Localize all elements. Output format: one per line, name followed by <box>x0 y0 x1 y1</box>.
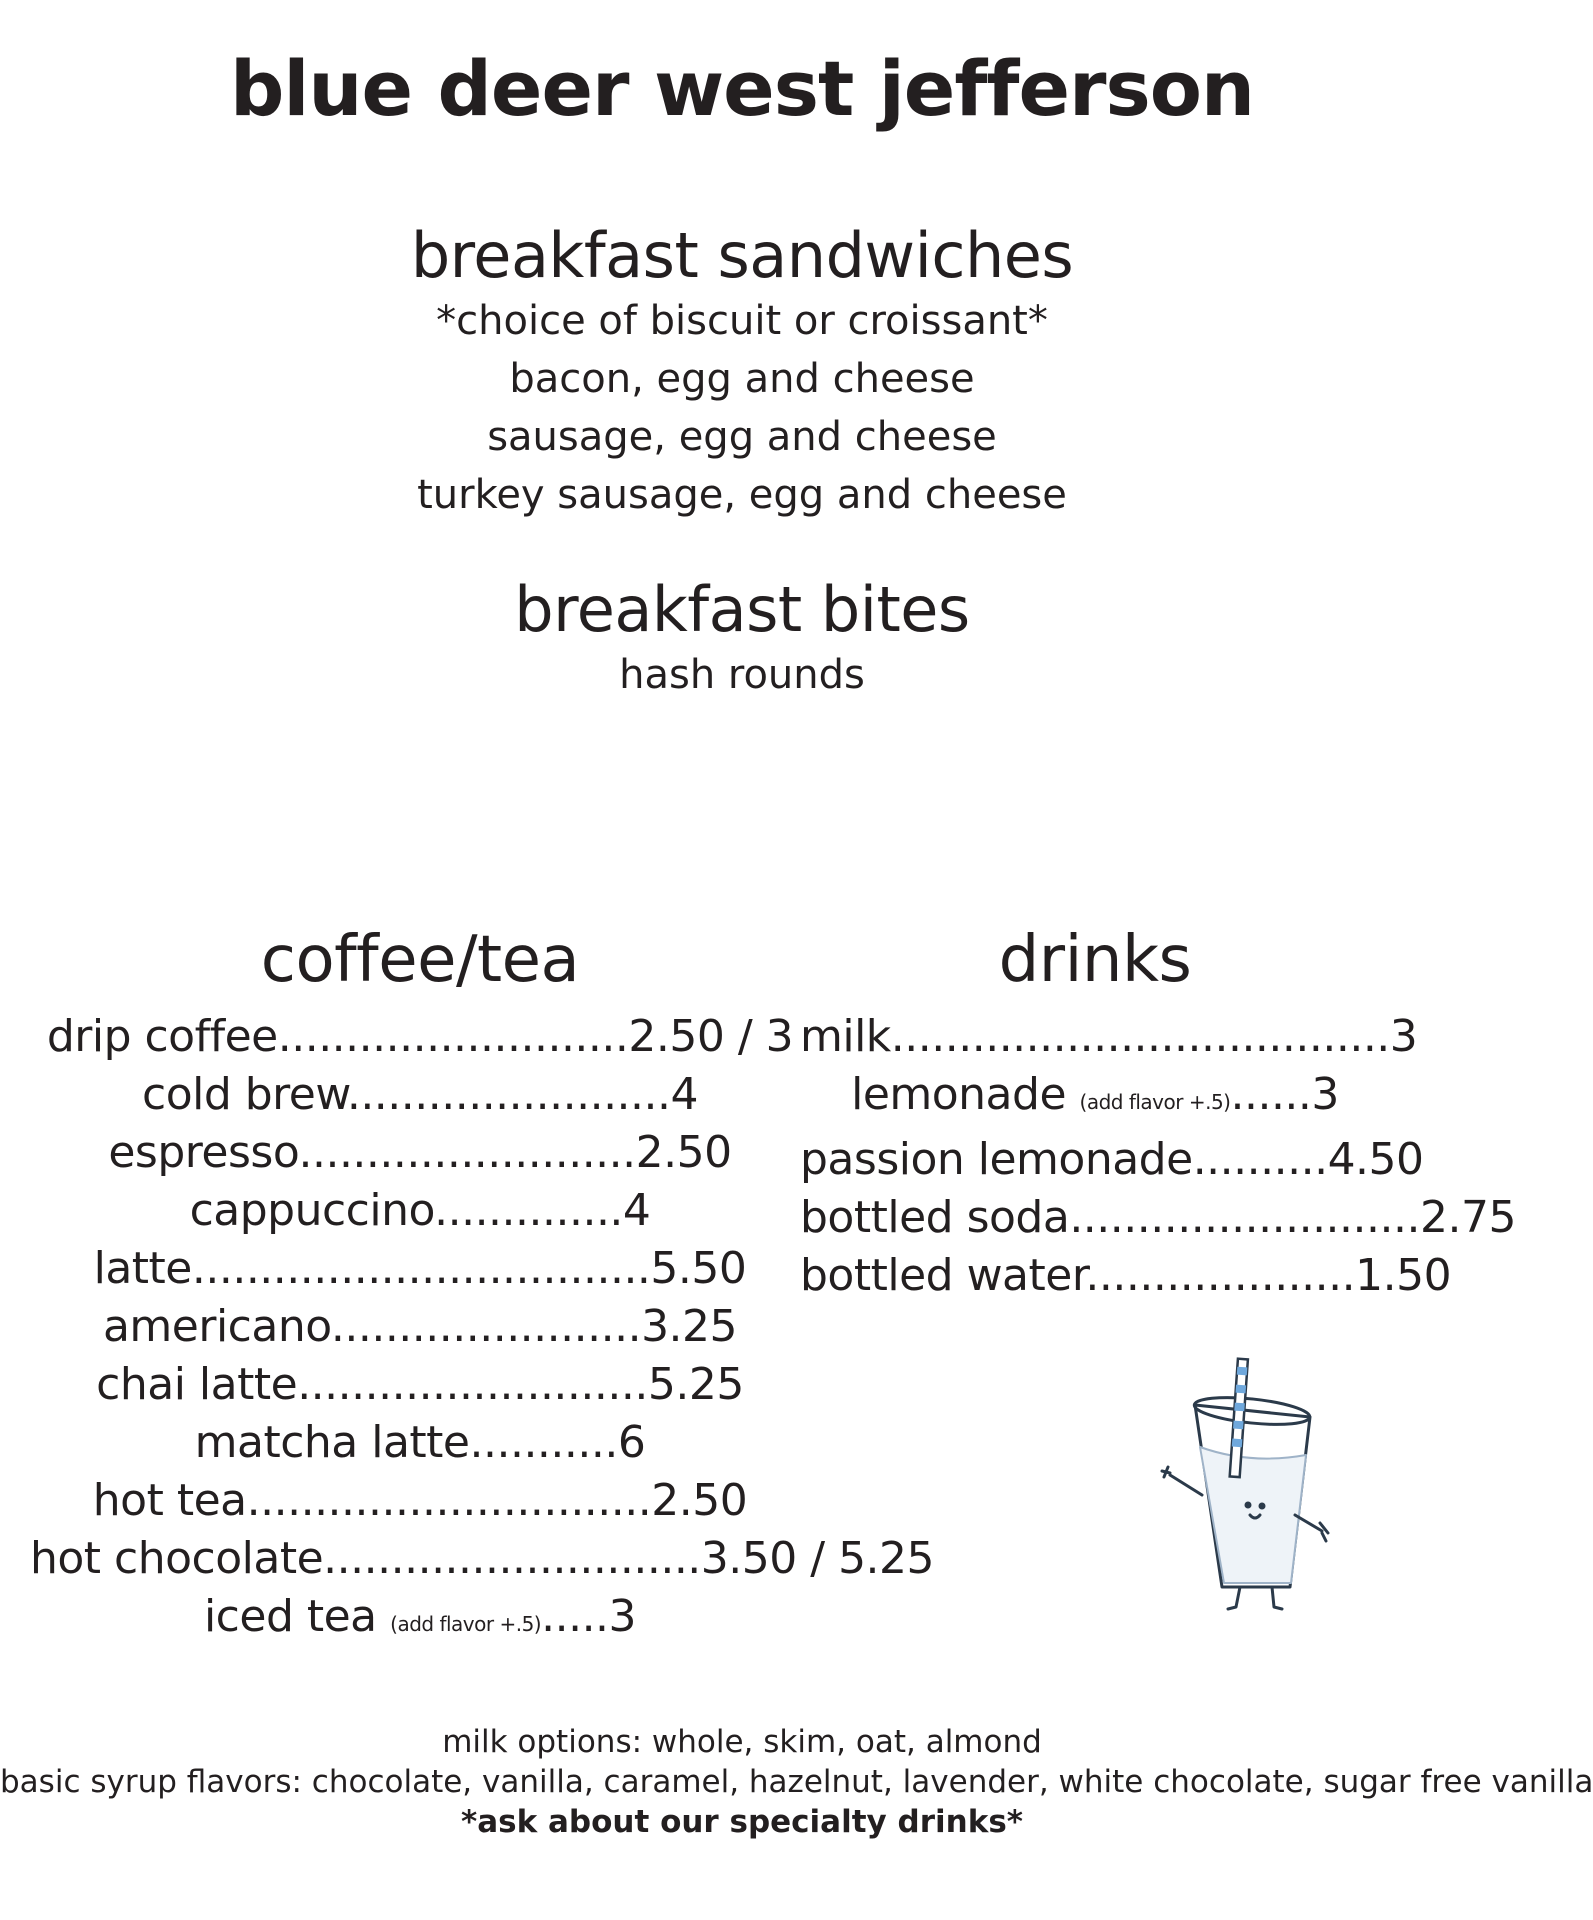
item-note: (add flavor +.5) <box>1079 1090 1231 1114</box>
menu-item: turkey sausage, egg and cheese <box>417 472 1067 518</box>
item-price: 4 <box>670 1069 698 1120</box>
menu-item <box>800 1189 1516 1247</box>
item-dots: ........... <box>469 1417 618 1468</box>
item-price: 4.50 <box>1327 1134 1424 1185</box>
item-price: 3 <box>1389 1011 1418 1062</box>
section-heading: breakfast sandwiches <box>410 219 1074 292</box>
menu-item <box>30 1008 810 1066</box>
menu-item <box>800 1131 1424 1189</box>
item-price: 1.50 <box>1355 1250 1452 1301</box>
menu-item <box>800 1247 1452 1305</box>
menu-item <box>30 1124 810 1182</box>
item-price: 2.75 <box>1419 1192 1516 1243</box>
menu-title: blue deer west jefferson <box>229 44 1255 133</box>
menu-item: hash rounds <box>619 652 865 698</box>
section-heading: coffee/tea <box>260 923 580 997</box>
item-name: lemonade <box>851 1069 1080 1120</box>
item-dots: .............. <box>434 1185 623 1236</box>
specialty-drinks-note: *ask about our specialty drinks* <box>460 1804 1023 1840</box>
item-name: hot chocolate <box>30 1533 324 1584</box>
menu-item: bacon, egg and cheese <box>509 356 975 402</box>
item-price: 4 <box>622 1185 651 1236</box>
item-price: 5.25 <box>647 1359 744 1410</box>
breakfast-bites-section <box>0 574 1484 704</box>
item-price: 3.25 <box>641 1301 738 1352</box>
item-price: 5.50 <box>650 1243 747 1294</box>
item-name: cappuccino <box>189 1185 435 1236</box>
item-price: 3.50 / 5.25 <box>700 1533 935 1584</box>
item-name: hot tea <box>92 1475 247 1526</box>
milk-glass-with-straw-icon <box>1150 1355 1330 1615</box>
item-dots: .................... <box>1085 1250 1356 1301</box>
menu-item <box>30 1472 810 1530</box>
menu-item <box>800 1008 1418 1066</box>
item-name: americano <box>102 1301 331 1352</box>
item-dots: ..................................... <box>890 1011 1390 1062</box>
menu-item <box>30 1414 810 1472</box>
milk-options-note: milk options: whole, skim, oat, almond <box>442 1724 1042 1760</box>
item-dots: .......................... <box>297 1359 648 1410</box>
item-name: matcha latte <box>194 1417 470 1468</box>
menu-item <box>30 1298 810 1356</box>
item-name: milk <box>800 1011 891 1062</box>
item-price: 6 <box>617 1417 646 1468</box>
breakfast-sandwiches-section <box>0 220 1484 524</box>
item-dots: ......................... <box>298 1127 636 1178</box>
item-price: 2.50 <box>651 1475 748 1526</box>
drinks-section <box>800 920 1516 1305</box>
item-dots: .............................. <box>246 1475 652 1526</box>
menu-footer <box>0 1722 1593 1842</box>
item-note: (add flavor +.5) <box>390 1612 542 1636</box>
item-dots: ...... <box>1230 1069 1312 1120</box>
item-dots: .................................. <box>191 1243 651 1294</box>
section-heading: drinks <box>998 923 1192 997</box>
item-name: passion lemonade <box>800 1134 1193 1185</box>
menu-item <box>30 1356 810 1414</box>
item-name: drip coffee <box>46 1011 278 1062</box>
item-price: 3 <box>1311 1069 1339 1120</box>
item-name: bottled water <box>800 1250 1086 1301</box>
item-price: 2.50 <box>635 1127 732 1178</box>
item-dots: ........................ <box>346 1069 671 1120</box>
item-name: cold brew <box>142 1069 347 1120</box>
menu-item <box>30 1530 935 1588</box>
item-dots: ..... <box>541 1591 609 1642</box>
menu-item <box>30 1066 810 1124</box>
menu-item <box>30 1182 810 1240</box>
menu-item <box>30 1240 810 1298</box>
item-name: chai latte <box>96 1359 298 1410</box>
item-name: bottled soda <box>800 1192 1070 1243</box>
syrup-flavors-note: basic syrup flavors: chocolate, vanilla, caramel, hazelnut, lavender, white chocolate, sugar free vanilla <box>0 1764 1593 1800</box>
item-dots: .......................... <box>1069 1192 1420 1243</box>
menu-item <box>30 1588 810 1653</box>
item-dots: .......... <box>1192 1134 1328 1185</box>
item-dots: ............................ <box>323 1533 701 1584</box>
item-dots: ....................... <box>330 1301 642 1352</box>
menu-item <box>800 1066 1390 1131</box>
item-name: iced tea <box>203 1591 391 1642</box>
item-dots: .......................... <box>277 1011 629 1062</box>
item-name: latte <box>93 1243 192 1294</box>
item-price: 2.50 / 3 <box>628 1011 794 1062</box>
section-heading: breakfast bites <box>514 573 970 646</box>
section-note: *choice of biscuit or croissant* <box>436 298 1048 344</box>
menu-item: sausage, egg and cheese <box>487 414 997 460</box>
item-price: 3 <box>608 1591 637 1642</box>
item-name: espresso <box>108 1127 299 1178</box>
